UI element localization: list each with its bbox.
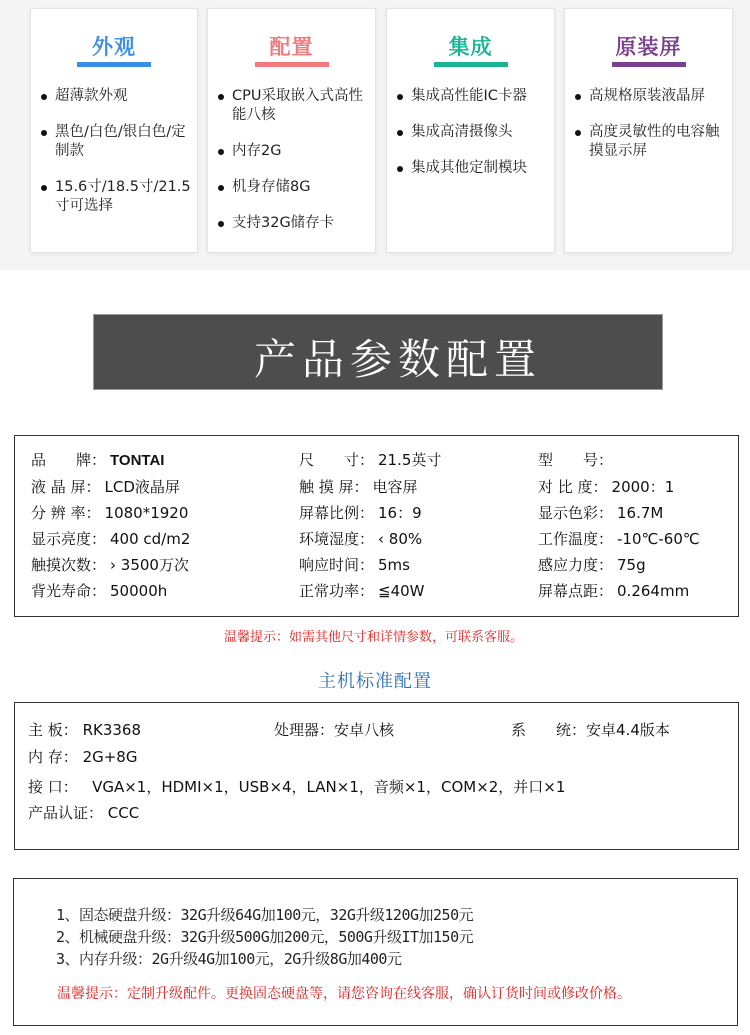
- host-label: 系 统：: [511, 721, 587, 739]
- host-label: 内 存：: [28, 748, 78, 766]
- spec-row: [15, 552, 738, 578]
- host-label: 接 口：: [28, 778, 78, 796]
- spec-value: ≦40W: [378, 582, 425, 600]
- spec-value: 21.5英寸: [378, 451, 442, 469]
- card-underline: [612, 62, 686, 67]
- host-ports: [28, 775, 565, 799]
- spec-row: [15, 578, 738, 604]
- feature-cards-section: [0, 0, 750, 270]
- list-item: 超薄款外观: [31, 87, 197, 106]
- spec-label: 环境湿度：: [299, 530, 375, 548]
- host-value: 安卓八核: [334, 721, 395, 739]
- upgrade-item: 3、内存升级：2G升级4G加100元，2G升级8G加400元: [56, 950, 402, 968]
- spec-label: 型 号：: [538, 451, 614, 469]
- spec-label: 工作温度：: [538, 530, 614, 548]
- spec-row: [15, 526, 738, 552]
- card-underline: [255, 62, 329, 67]
- card-underline: [434, 62, 508, 67]
- spec-value: 1080*1920: [104, 504, 189, 522]
- spec-label: 背光寿命：: [31, 582, 107, 600]
- host-label: 产品认证：: [28, 804, 104, 822]
- spec-value: TONTAI: [110, 452, 165, 469]
- spec-value: 0.264mm: [617, 582, 690, 600]
- spec-tip: 温馨提示：如需其他尺寸和详情参数，可联系客服。: [224, 630, 524, 645]
- card-list: [387, 87, 554, 195]
- spec-label: 对 比 度：: [538, 478, 608, 496]
- spec-value: 5ms: [378, 556, 410, 574]
- host-processor: [274, 718, 394, 742]
- list-item: 高度灵敏性的电容触摸显示屏: [565, 123, 732, 161]
- spec-label: 正常功率：: [299, 582, 375, 600]
- spec-label: 显示亮度：: [31, 530, 107, 548]
- feature-card-original-screen: [564, 8, 733, 253]
- spec-table: [14, 435, 739, 617]
- spec-value: 16：9: [378, 504, 422, 522]
- host-mainboard: [28, 718, 141, 742]
- card-underline: [77, 62, 151, 67]
- host-system: [511, 718, 670, 742]
- upgrade-item: 1、固态硬盘升级：32G升级64G加100元，32G升级120G加250元: [56, 906, 474, 924]
- host-value: 安卓4.4版本: [586, 721, 670, 739]
- host-value: CCC: [107, 804, 140, 822]
- banner-title: 产品参数配置: [254, 335, 543, 384]
- feature-card-integration: [386, 8, 555, 253]
- spec-label: 液 晶 屏：: [31, 478, 101, 496]
- spec-value: 400 cd/m2: [110, 530, 191, 548]
- spec-row: [15, 447, 738, 473]
- list-item: 15.6寸/18.5寸/21.5寸可选择: [31, 178, 197, 216]
- spec-label: 显示色彩：: [538, 504, 614, 522]
- spec-label: 尺 寸：: [299, 451, 375, 469]
- list-item: 黑色/白色/银白色/定制款: [31, 123, 197, 161]
- spec-value: -10℃-60℃: [617, 530, 700, 548]
- section-banner: [93, 314, 663, 390]
- card-title: 原装屏: [615, 35, 682, 59]
- card-list: [31, 87, 197, 233]
- spec-value: ‹ 80%: [378, 530, 423, 548]
- list-item: 支持32G储存卡: [208, 214, 375, 233]
- spec-value: 50000h: [110, 582, 168, 600]
- card-list: [208, 87, 375, 250]
- spec-label: 触 摸 屏：: [299, 478, 369, 496]
- list-item: 集成高性能IC卡器: [387, 87, 554, 106]
- spec-value: 2000：1: [611, 478, 675, 496]
- spec-row: [15, 500, 738, 526]
- spec-value: 75g: [617, 556, 646, 574]
- card-title: 外观: [92, 35, 136, 59]
- list-item: 集成高清摄像头: [387, 123, 554, 142]
- spec-value: 16.7M: [617, 504, 664, 522]
- upgrade-tip: 温馨提示：定制升级配件。更换固态硬盘等，请您咨询在线客服，确认订货时间或修改价格。: [57, 986, 631, 1002]
- spec-label: 响应时间：: [299, 556, 375, 574]
- card-title: 集成: [448, 35, 493, 59]
- list-item: 高规格原装液晶屏: [565, 87, 732, 106]
- card-list: [565, 87, 732, 178]
- list-item: 集成其他定制模块: [387, 159, 554, 178]
- host-value: 2G+8G: [82, 748, 138, 766]
- spec-label: 触摸次数：: [31, 556, 107, 574]
- feature-card-config: [207, 8, 376, 253]
- spec-label: 分 辨 率：: [31, 504, 101, 522]
- feature-card-appearance: [30, 8, 198, 253]
- list-item: 内存2G: [208, 142, 375, 161]
- host-memory: [28, 745, 137, 769]
- card-title: 配置: [269, 35, 314, 59]
- spec-label: 屏幕比例：: [299, 504, 375, 522]
- spec-label: 感应力度：: [538, 556, 614, 574]
- host-config-table: [14, 702, 739, 850]
- host-config-title: 主机标准配置: [318, 671, 432, 692]
- host-label: 处理器：: [274, 721, 335, 739]
- upgrade-item: 2、机械硬盘升级：32G升级500G加200元，500G升级IT加150元: [56, 928, 474, 946]
- spec-value: 电容屏: [372, 478, 418, 496]
- spec-label: 屏幕点距：: [538, 582, 614, 600]
- list-item: 机身存储8G: [208, 178, 375, 197]
- host-value: RK3368: [82, 721, 141, 739]
- spec-row: [15, 474, 738, 500]
- host-value: VGA×1，HDMI×1，USB×4，LAN×1，音频×1，COM×2，并口×1: [92, 778, 566, 796]
- spec-value: LCD液晶屏: [104, 478, 180, 496]
- spec-value: › 3500万次: [110, 556, 189, 574]
- spec-label: 品 牌：: [31, 451, 107, 469]
- host-certification: [28, 801, 139, 825]
- host-label: 主 板：: [28, 721, 78, 739]
- list-item: CPU采取嵌入式高性能八核: [208, 87, 375, 125]
- upgrade-options-box: [13, 878, 738, 1026]
